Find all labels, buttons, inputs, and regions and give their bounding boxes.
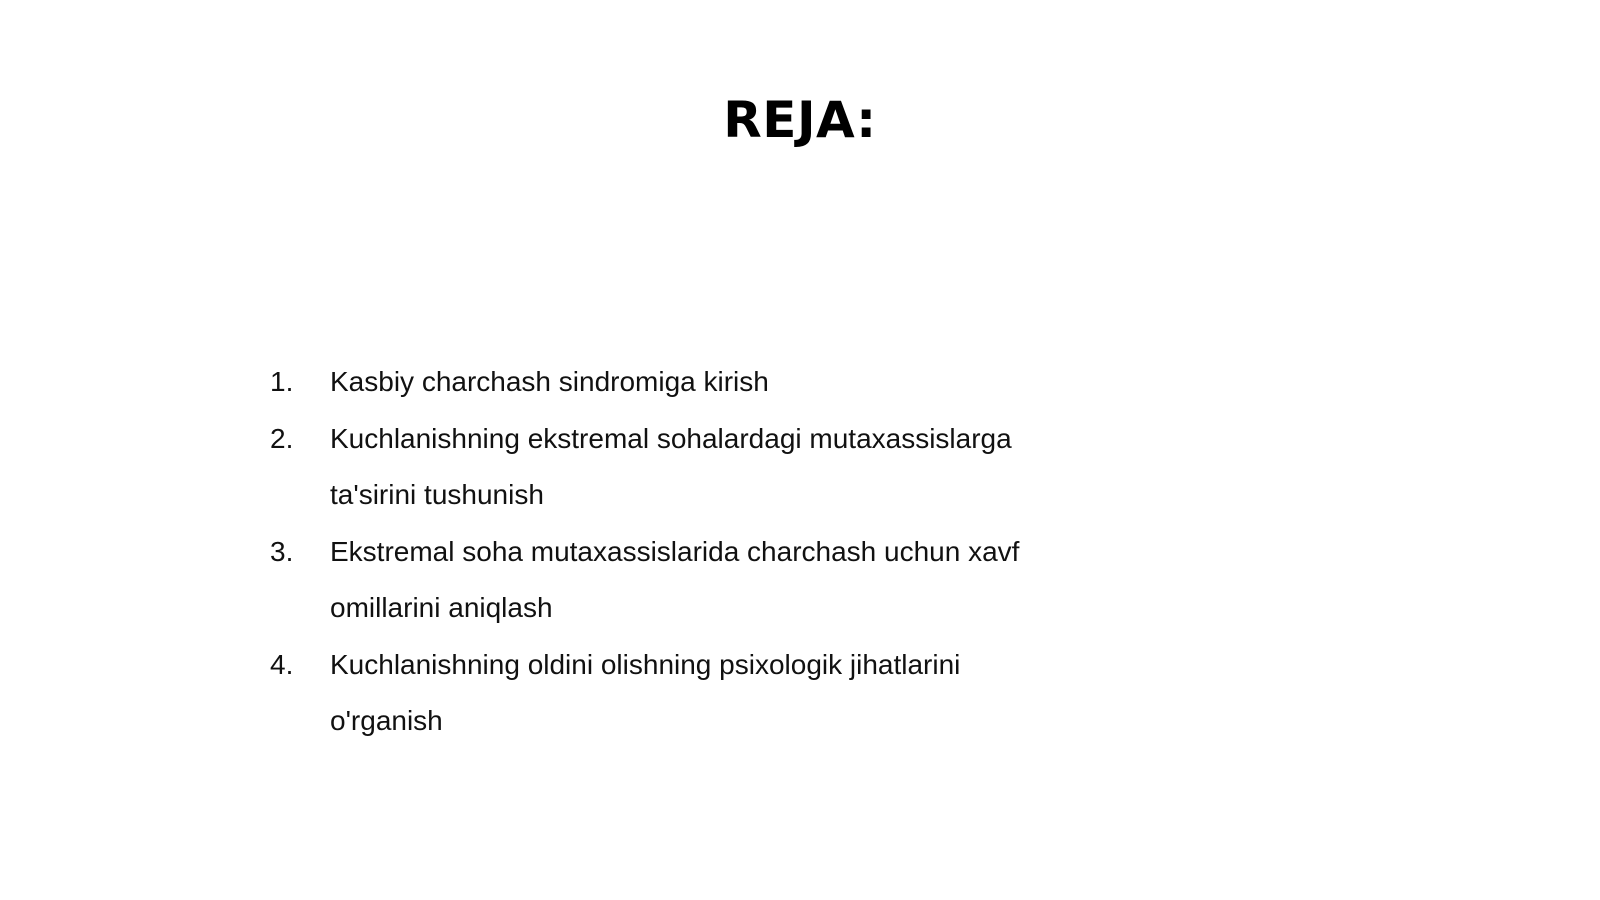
list-item-number: 1.: [270, 366, 294, 397]
plan-list: [270, 354, 1050, 750]
list-item-number: 3.: [270, 535, 294, 567]
list-item-number: 2.: [270, 422, 294, 454]
list-item-text: Ekstremal soha mutaxassislarida charchash uchun xavf omillarini aniqlash: [330, 535, 1020, 623]
list-item-text: Kasbiy charchash sindromiga kirish: [330, 366, 769, 397]
list-item: [270, 524, 1050, 637]
slide-title: REJA:: [723, 91, 877, 149]
list-item: [270, 354, 1050, 411]
list-item: [270, 637, 1050, 750]
list-item: [270, 411, 1050, 524]
list-item-text: Kuchlanishning oldini olishning psixologik jihatlarini o'rganish: [330, 648, 961, 736]
list-item-text: Kuchlanishning ekstremal sohalardagi mutaxassislarga ta'sirini tushunish: [330, 422, 1012, 510]
list-item-number: 4.: [270, 648, 294, 680]
